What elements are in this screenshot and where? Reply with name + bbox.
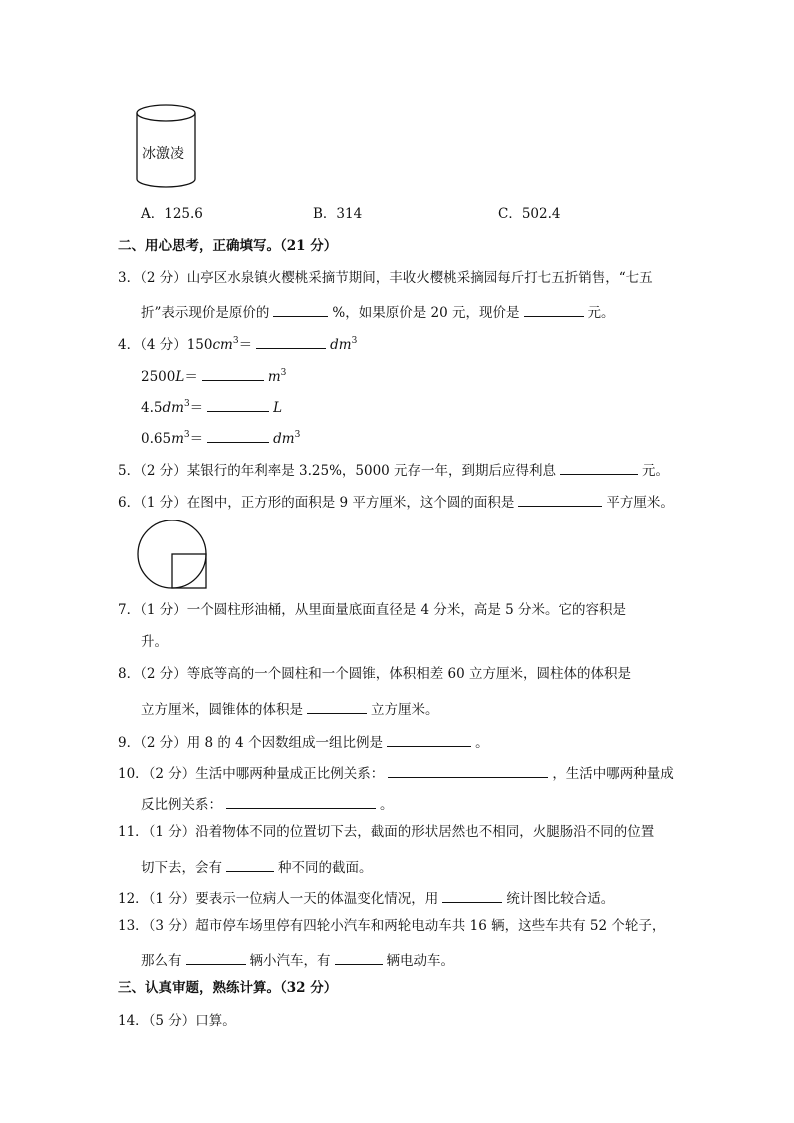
section-3-heading: 三、认真审题，熟练计算。（32 分） bbox=[118, 980, 338, 996]
q13-line2: 那么有 辆小汽车，有 辆电动车。 bbox=[141, 950, 454, 969]
answer-blank[interactable] bbox=[207, 428, 269, 443]
q3-line2: 折”表示现价是原价的 %，如果原价是 20 元，现价是 元。 bbox=[141, 302, 615, 321]
q11-line2: 切下去，会有 种不同的截面。 bbox=[141, 857, 373, 876]
answer-blank[interactable] bbox=[273, 302, 328, 317]
answer-blank[interactable] bbox=[335, 950, 383, 965]
q12-line: 12．（1 分）要表示一位病人一天的体温变化情况，用 统计图比较合适。 bbox=[118, 888, 614, 907]
q5-line: 5．（2 分）某银行的年利率是 3.25%，5000 元存一年，到期后应得利息 元。 bbox=[118, 460, 669, 479]
q11-line1: 11．（1 分）沿着物体不同的位置切下去，截面的形状居然也不相同，火腿肠沿不同的位置 bbox=[118, 824, 655, 840]
q3-line1: 3．（2 分）山亭区水泉镇火樱桃采摘节期间，丰收火樱桃采摘园每斤打七五折销售，“七五 bbox=[118, 270, 653, 286]
answer-blank[interactable] bbox=[518, 492, 602, 507]
q13-line1: 13．（3 分）超市停车场里停有四轮小汽车和两轮电动车共 16 辆，这些车共有 52 个轮子， bbox=[118, 918, 666, 934]
q4-row3: $4.5dm^3= L$ bbox=[141, 399, 283, 416]
q10-line1: 10．（2 分）生活中哪两种量成正比例关系： ，生活中哪两种量成 bbox=[118, 763, 674, 782]
answer-blank[interactable] bbox=[560, 460, 638, 475]
answer-blank[interactable] bbox=[226, 794, 376, 809]
q7-line1: 7．（1 分）一个圆柱形油桶，从里面量底面直径是 4 分米，高是 5 分米。它的容积是 bbox=[118, 602, 627, 618]
q4-row4: $0.65m^3= dm^3$ bbox=[141, 430, 301, 447]
q4-row1: 4．（4 分）$150cm^3= dm^3$ bbox=[118, 336, 358, 353]
answer-blank[interactable] bbox=[524, 302, 584, 317]
option-a: A．125.6 bbox=[141, 206, 203, 222]
answer-blank[interactable] bbox=[388, 763, 548, 778]
answer-blank[interactable] bbox=[442, 888, 502, 903]
answer-blank[interactable] bbox=[207, 397, 269, 412]
q10-line2: 反比例关系： 。 bbox=[141, 794, 394, 813]
option-c: C．502.4 bbox=[498, 206, 561, 222]
answer-blank[interactable] bbox=[226, 857, 274, 872]
cylinder-label: 冰激凌 bbox=[142, 146, 184, 162]
q8-line2: 立方厘米，圆锥体的体积是 立方厘米。 bbox=[141, 699, 439, 718]
answer-blank[interactable] bbox=[256, 334, 326, 349]
q9-line: 9．（2 分）用 8 的 4 个因数组成一组比例是 。 bbox=[118, 732, 489, 751]
answer-blank[interactable] bbox=[186, 950, 246, 965]
q14-line: 14．（5 分）口算。 bbox=[118, 1013, 236, 1029]
q6-line: 6．（1 分）在图中，正方形的面积是 9 平方厘米，这个圆的面积是 平方厘米。 bbox=[118, 492, 674, 511]
section-2-heading: 二、用心思考，正确填写。（21 分） bbox=[118, 238, 338, 254]
answer-blank[interactable] bbox=[202, 366, 264, 381]
q4-row2: $2500L= m^3$ bbox=[141, 368, 287, 385]
circle-square-figure bbox=[134, 520, 214, 592]
q7-line2: 升。 bbox=[141, 634, 168, 650]
answer-blank[interactable] bbox=[307, 699, 367, 714]
q8-line1: 8．（2 分）等底等高的一个圆柱和一个圆锥，体积相差 60 立方厘米，圆柱体的体积是 bbox=[118, 666, 631, 682]
answer-blank[interactable] bbox=[387, 732, 471, 747]
option-b: B．314 bbox=[313, 206, 363, 222]
